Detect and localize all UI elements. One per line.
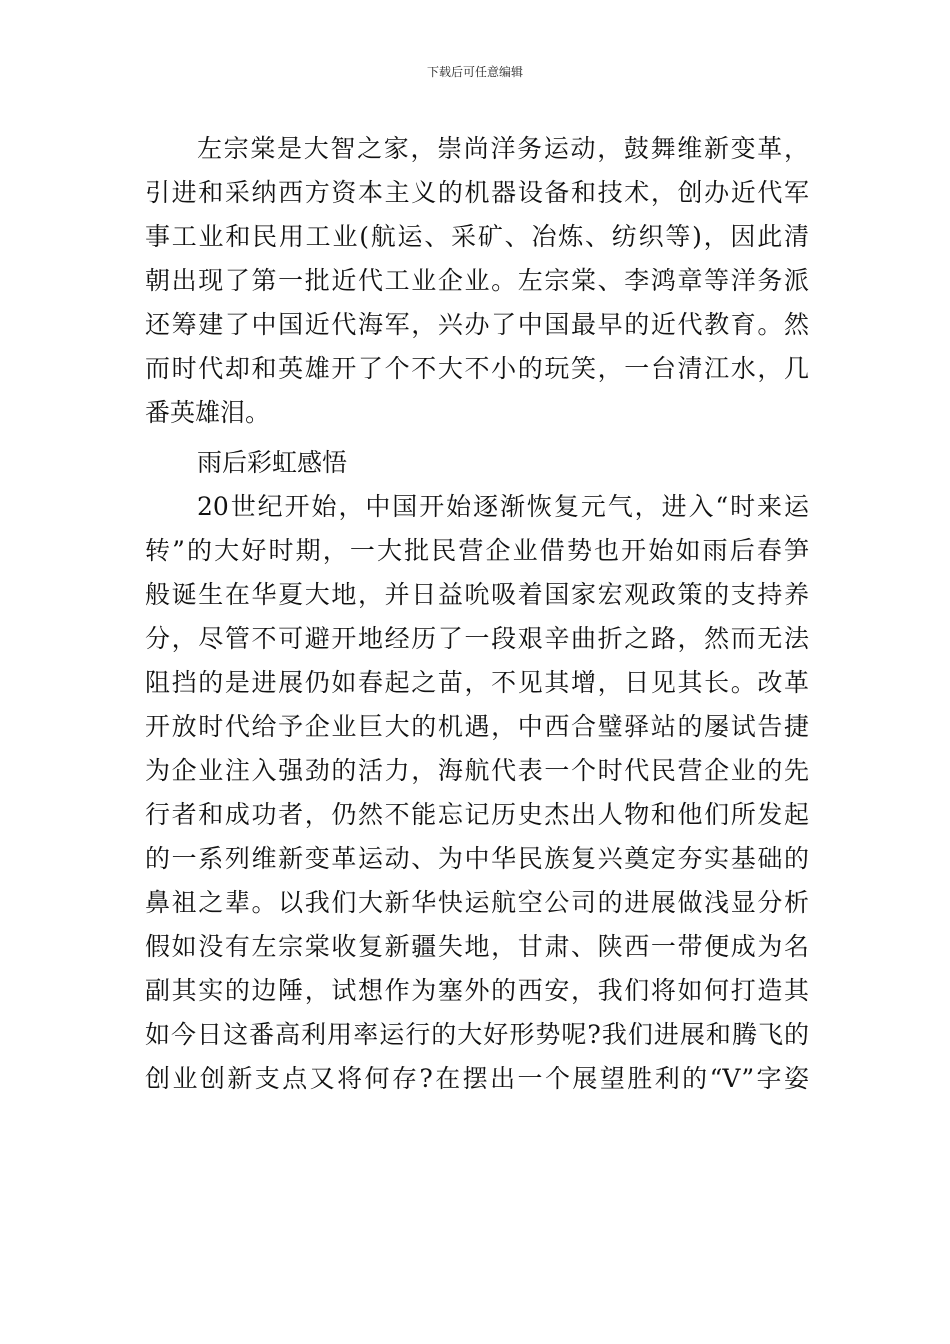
- text-line: 引进和采纳西方资本主义的机器设备和技术，创办近代军: [145, 178, 809, 207]
- text-line: 假如没有左宗棠收复新疆失地，甘肃、陕西一带便成为名: [145, 932, 809, 961]
- text-line: 鼻祖之辈。以我们大新华快运航空公司的进展做浅显分析: [145, 888, 809, 917]
- text-line: 开放时代给予企业巨大的机遇，中西合璧驿站的屡试告捷: [145, 712, 809, 741]
- paragraph-zuo-zongtang: [145, 127, 809, 435]
- text-line: 转”的大好时期，一大批民营企业借势也开始如雨后春笋: [145, 536, 809, 565]
- section-heading: [145, 441, 809, 485]
- text-line: 行者和成功者，仍然不能忘记历史杰出人物和他们所发起: [145, 800, 809, 829]
- text-line: 般诞生在华夏大地，并日益吮吸着国家宏观政策的支持养: [145, 580, 809, 609]
- document-body: [145, 127, 809, 1101]
- text-line: 的一系列维新变革运动、为中华民族复兴奠定夯实基础的: [145, 844, 809, 873]
- text-line: 创业创新支点又将何存?在摆出一个展望胜利的“V”字姿: [145, 1064, 809, 1093]
- text-line: 副其实的边陲，试想作为塞外的西安，我们将如何打造其: [145, 976, 809, 1005]
- text-line: 而时代却和英雄开了个不大不小的玩笑，一台清江水，几: [145, 354, 809, 383]
- paragraph-20th-century: [145, 485, 809, 1101]
- text-line: 还筹建了中国近代海军，兴办了中国最早的近代教育。然: [145, 310, 809, 339]
- text-line: 如今日这番高利用率运行的大好形势呢?我们进展和腾飞的: [145, 1020, 809, 1049]
- text-line: 左宗棠是大智之家，崇尚洋务运动，鼓舞维新变革，: [197, 134, 809, 163]
- heading-text: 雨后彩虹感悟: [197, 448, 348, 477]
- page-header: 下载后可任意编辑: [426, 65, 523, 79]
- text-line: 朝出现了第一批近代工业企业。左宗棠、李鸿章等洋务派: [145, 266, 809, 295]
- text-line: 为企业注入强劲的活力，海航代表一个时代民营企业的先: [145, 756, 809, 785]
- text-line: 番英雄泪。: [145, 398, 271, 427]
- text-line: 阻挡的是进展仍如春起之苗，不见其增，日见其长。改革: [145, 668, 809, 697]
- text-line: 20世纪开始，中国开始逐渐恢复元气，进入“时来运: [197, 492, 809, 521]
- text-line: 事工业和民用工业(航运、采矿、冶炼、纺织等)，因此清: [145, 222, 809, 251]
- text-line: 分，尽管不可避开地经历了一段艰辛曲折之路，然而无法: [145, 624, 809, 653]
